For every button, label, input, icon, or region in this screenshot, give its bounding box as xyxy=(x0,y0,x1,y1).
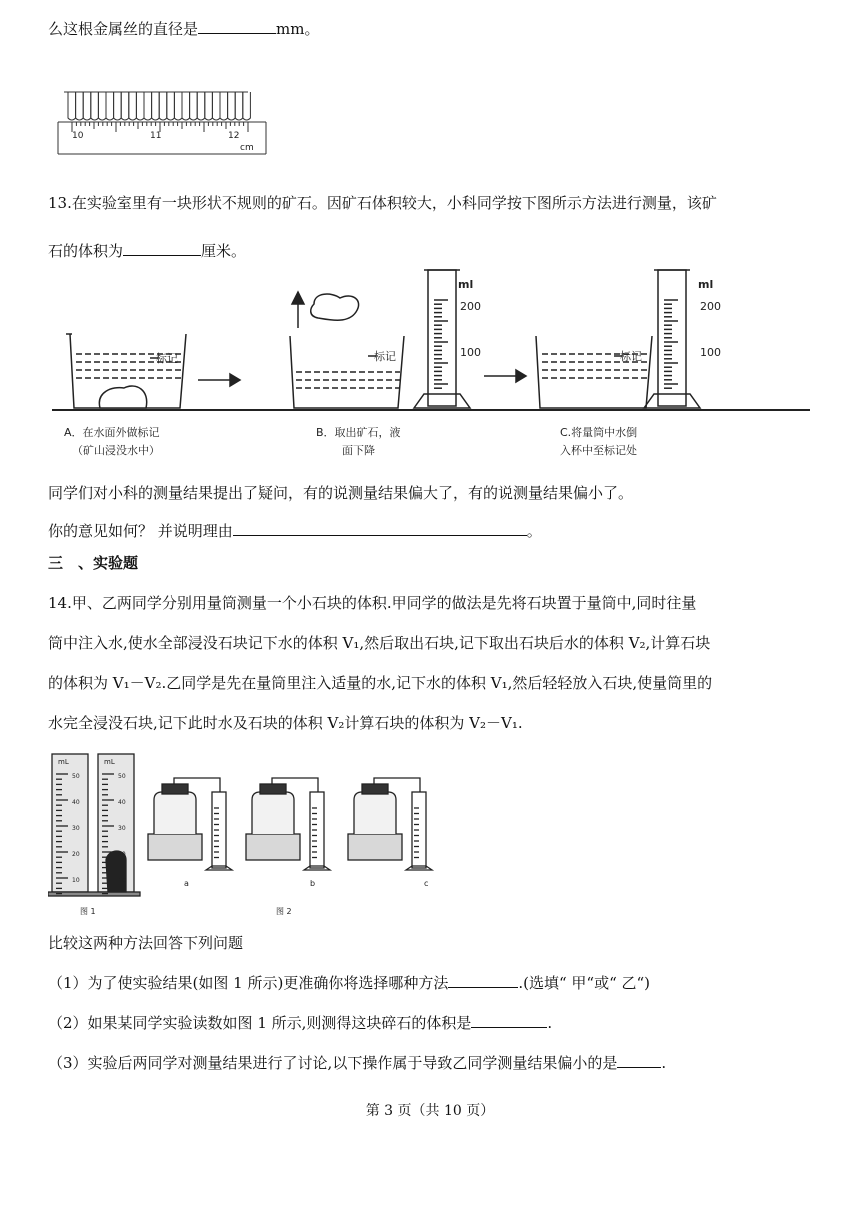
scaleB-10: 10 xyxy=(118,877,126,884)
q14-part2: （2）如果某同学实验读数如图 1 所示,则测得这块碎石的体积是 . xyxy=(48,1014,553,1032)
cyl1-200: 200 xyxy=(460,300,481,313)
q13-line4: 你的意见如何？ 并说明理由 。 xyxy=(48,522,542,540)
stone-volume-figure xyxy=(48,748,448,918)
cyl1-unit: ml xyxy=(458,278,474,291)
q14-part1: （1）为了使实验结果(如图 1 所示)更准确你将选择哪种方法 .(选填“ 甲“或“ 乙“) xyxy=(48,974,651,992)
q13-line1: 13.在实验室里有一块形状不规则的矿石。因矿石体积较大，小科同学按下图所示方法进行测量，该矿 xyxy=(48,194,717,212)
scaleB-30: 30 xyxy=(118,825,126,832)
caption-b1: B．取出矿石，液 xyxy=(316,426,401,439)
cylA-unit: mL xyxy=(58,758,69,766)
q14-line3: 的体积为 V₁－V₂.乙同学是先在量筒里注入适量的水,记下水的体积 V₁,然后轻轻放入石块,使量筒里的 xyxy=(48,674,713,692)
q13-line3: 同学们对小科的测量结果提出了疑问，有的说测量结果偏大了，有的说测量结果偏小了。 xyxy=(48,484,634,502)
caption-a1: A．在水面外做标记 xyxy=(64,426,160,439)
ruler-unit: cm xyxy=(240,143,254,153)
answer-blank xyxy=(448,973,518,988)
app-b-label: b xyxy=(310,879,316,888)
mark-label-a: 标记 xyxy=(156,352,178,365)
ruler-tick-11: 11 xyxy=(150,131,162,141)
ruler-tick-10: 10 xyxy=(72,131,84,141)
answer-blank xyxy=(617,1053,661,1068)
fig2-label: 图 2 xyxy=(276,907,292,916)
caption-a2: （矿山浸没水中） xyxy=(72,444,160,457)
scaleB-50: 50 xyxy=(118,773,126,780)
ruler-figure xyxy=(52,82,272,162)
mark-label-b: 标记 xyxy=(374,350,396,363)
q13-line2: 石的体积为 厘米。 xyxy=(48,242,247,260)
fig1-label: 图 1 xyxy=(80,907,96,916)
app-c-label: c xyxy=(424,879,429,888)
ruler-tick-12: 12 xyxy=(228,131,240,141)
cyl2-unit: ml xyxy=(698,278,714,291)
cyl1-100: 100 xyxy=(460,346,481,359)
section-title: 三 、实验题 xyxy=(48,554,139,572)
scaleA-30: 30 xyxy=(72,825,80,832)
q14-line1: 14.甲、乙两同学分别用量筒测量一个小石块的体积.甲同学的做法是先将石块置于量筒中,同时往量 xyxy=(48,594,697,612)
scaleA-10: 10 xyxy=(72,877,80,884)
scaleB-40: 40 xyxy=(118,799,126,806)
q14-line2: 筒中注入水,使水全部浸没石块记下水的体积 V₁,然后取出石块,记下取出石块后水的体积 V₂,计算石块 xyxy=(48,634,711,652)
cyl2-200: 200 xyxy=(700,300,721,313)
scaleA-20: 20 xyxy=(72,851,80,858)
answer-blank xyxy=(198,19,276,34)
q14-part3: （3）实验后两同学对测量结果进行了讨论,以下操作属于导致乙同学测量结果偏小的是 . xyxy=(48,1054,667,1072)
caption-c2: 入杯中至标记处 xyxy=(560,444,637,457)
answer-blank xyxy=(123,241,201,256)
cyl2-100: 100 xyxy=(700,346,721,359)
mineral-volume-figure xyxy=(52,262,812,462)
scaleA-40: 40 xyxy=(72,799,80,806)
q14-line4: 水完全浸没石块,记下此时水及石块的体积 V₂计算石块的体积为 V₂－V₁. xyxy=(48,714,523,732)
caption-b2: 面下降 xyxy=(342,444,375,457)
scaleB-20: 20 xyxy=(118,851,126,858)
app-a-label: a xyxy=(184,879,189,888)
answer-blank xyxy=(233,521,527,536)
cylB-unit: mL xyxy=(104,758,115,766)
caption-c1: C.将量筒中水倒 xyxy=(560,426,638,439)
answer-blank xyxy=(471,1013,547,1028)
page-footer: 第 3 页（共 10 页） xyxy=(365,1103,495,1119)
scaleA-50: 50 xyxy=(72,773,80,780)
mark-label-c: 标记 xyxy=(620,350,642,363)
q12-line: 么这根金属丝的直径是 mm。 xyxy=(48,20,320,38)
q14-intro: 比较这两种方法回答下列问题 xyxy=(48,934,244,952)
